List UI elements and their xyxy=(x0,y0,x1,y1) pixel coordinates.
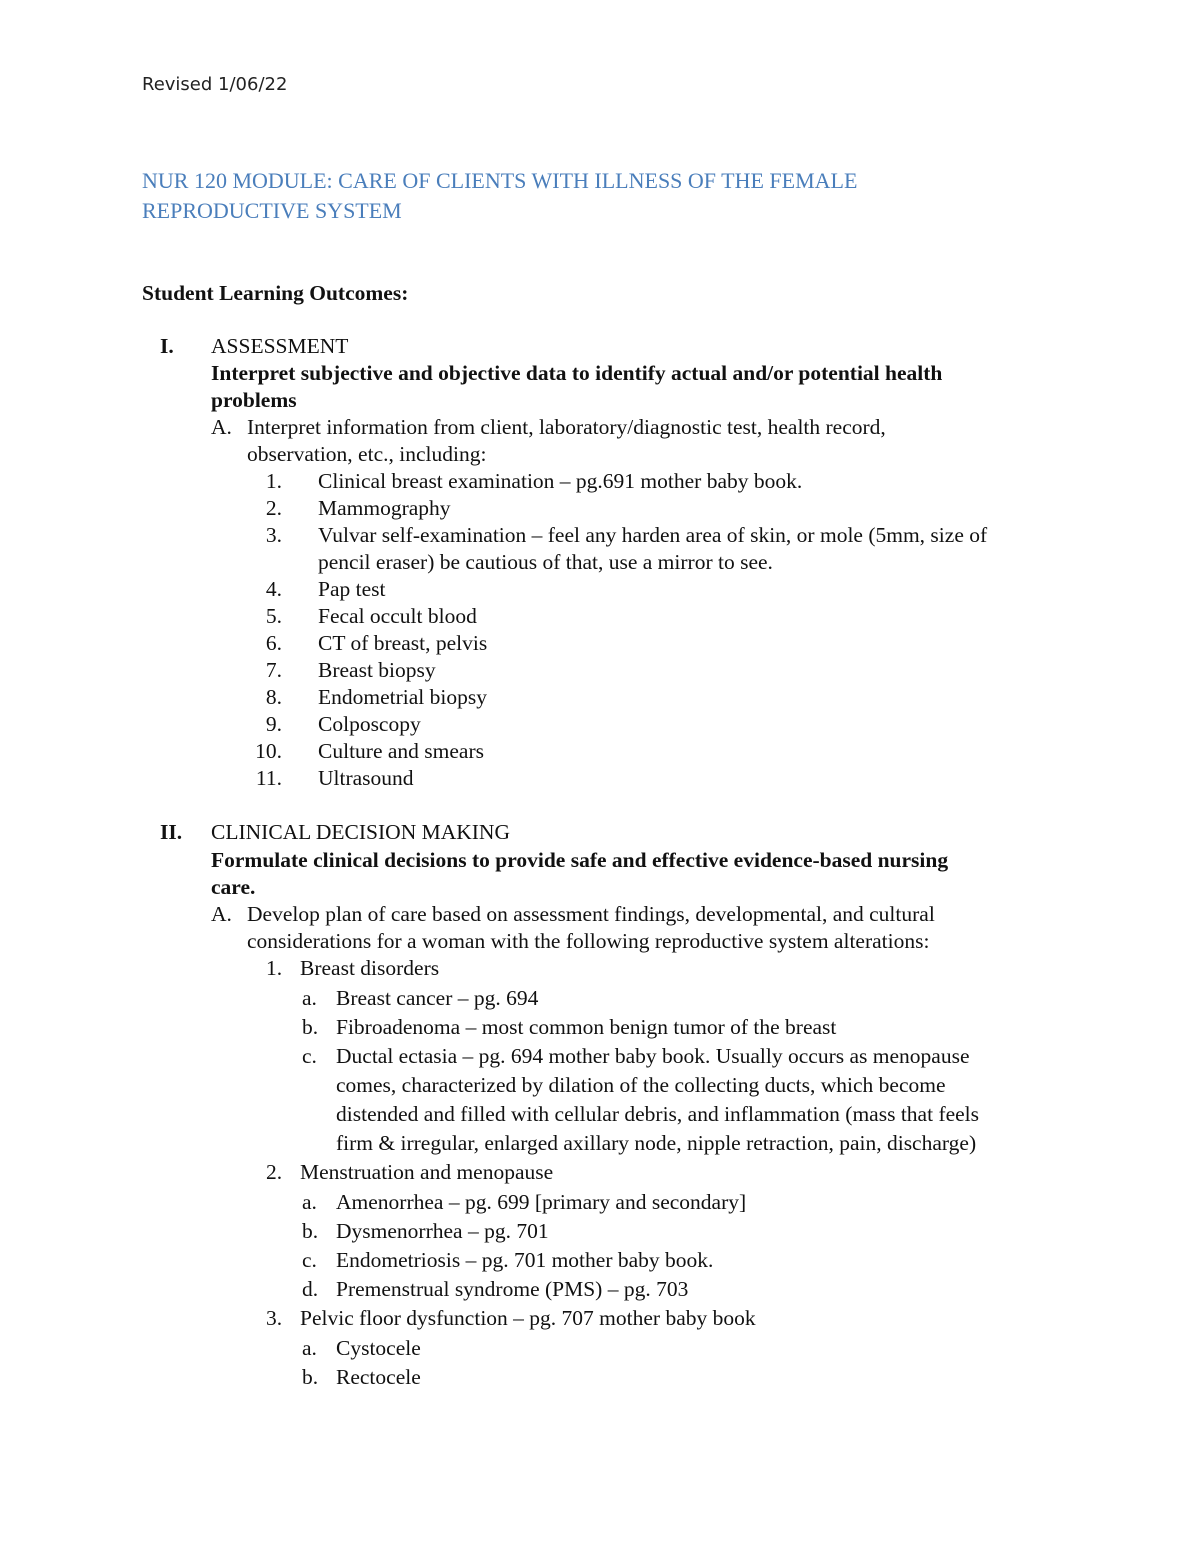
section-2-item-a-text-cont: considerations for a woman with the following reproductive system alterations: xyxy=(247,929,930,953)
sub-item-letter: d. xyxy=(302,1277,319,1301)
list-item-number: 7. xyxy=(265,658,282,682)
section-2-numeral: II. xyxy=(160,820,183,844)
sub-item-cont: firm & irregular, enlarged axillary node, nipple retraction, pain, discharge) xyxy=(336,1131,977,1155)
section-1-heading: ASSESSMENT xyxy=(211,334,349,358)
document-title: NUR 120 MODULE: CARE OF CLIENTS WITH ILLNESS OF THE FEMALE REPRODUCTIVE SYSTEM xyxy=(142,168,858,223)
list-item-number: 1. xyxy=(265,469,282,493)
section-1-item-a-text-cont: observation, etc., including: xyxy=(247,442,487,466)
list-item: Breast biopsy xyxy=(318,658,436,682)
list-item: Pelvic floor dysfunction – pg. 707 mother baby book xyxy=(300,1306,756,1330)
list-item-number: 1. xyxy=(266,956,283,980)
list-item: Fecal occult blood xyxy=(318,604,477,628)
section-1-subheading: Interpret subjective and objective data to identify actual and/or potential health xyxy=(211,361,943,385)
list-item-number: 5. xyxy=(265,604,282,628)
list-item: Ultrasound xyxy=(318,766,414,790)
sub-item-cont: comes, characterized by dilation of the collecting ducts, which become xyxy=(336,1073,946,1097)
list-item-cont: pencil eraser) be cautious of that, use a mirror to see. xyxy=(318,550,773,574)
sub-item-letter: a. xyxy=(302,1336,317,1360)
section-1-item-a-text: Interpret information from client, laboratory/diagnostic test, health record, xyxy=(247,415,886,439)
sub-item: Dysmenorrhea – pg. 701 xyxy=(336,1219,549,1243)
list-item: Pap test xyxy=(318,577,386,601)
sub-item: Rectocele xyxy=(336,1365,421,1389)
section-2-item-a-letter: A. xyxy=(211,902,232,926)
list-item: Culture and smears xyxy=(318,739,484,763)
list-item-number: 4. xyxy=(265,577,282,601)
sub-item-letter: a. xyxy=(302,1190,317,1214)
sub-item: Breast cancer – pg. 694 xyxy=(336,986,539,1010)
list-item: Mammography xyxy=(318,496,451,520)
list-item: Vulvar self-examination – feel any harden area of skin, or mole (5mm, size of xyxy=(318,523,988,547)
sub-item-letter: b. xyxy=(302,1365,319,1389)
list-item: Colposcopy xyxy=(318,712,421,736)
sub-item: Amenorrhea – pg. 699 [primary and secondary] xyxy=(336,1190,747,1214)
list-item: Menstruation and menopause xyxy=(300,1160,554,1184)
outcomes-heading: Student Learning Outcomes: xyxy=(142,281,409,305)
sub-item-letter: b. xyxy=(302,1015,319,1039)
section-2-subheading-cont: care. xyxy=(211,875,256,899)
list-item: CT of breast, pelvis xyxy=(318,631,488,655)
list-item: Clinical breast examination – pg.691 mother baby book. xyxy=(318,469,803,493)
section-2-heading: CLINICAL DECISION MAKING xyxy=(211,820,510,844)
sub-item-letter: a. xyxy=(302,986,317,1010)
sub-item: Cystocele xyxy=(336,1336,421,1360)
list-item-number: 3. xyxy=(266,1306,283,1330)
list-item-number: 9. xyxy=(265,712,282,736)
sub-item: Fibroadenoma – most common benign tumor of the breast xyxy=(336,1015,837,1039)
list-item-number: 2. xyxy=(265,496,282,520)
list-item-number: 8. xyxy=(265,685,282,709)
list-item-number: 6. xyxy=(265,631,282,655)
sub-item-letter: c. xyxy=(302,1248,317,1272)
list-item-number: 10. xyxy=(255,739,282,763)
section-1-numeral: I. xyxy=(160,334,174,358)
revision-date: Revised 1/06/22 xyxy=(142,74,288,95)
section-1-subheading-cont: problems xyxy=(211,388,297,412)
sub-item-letter: c. xyxy=(302,1044,317,1068)
sub-item-letter: b. xyxy=(302,1219,319,1243)
section-1-item-a-letter: A. xyxy=(211,415,232,439)
section-2-subheading: Formulate clinical decisions to provide safe and effective evidence-based nursing xyxy=(211,848,949,872)
sub-item: Premenstrual syndrome (PMS) – pg. 703 xyxy=(336,1277,689,1301)
list-item-number: 2. xyxy=(266,1160,283,1184)
section-2-item-a-text: Develop plan of care based on assessment findings, developmental, and cultural xyxy=(247,902,935,926)
list-item: Breast disorders xyxy=(300,956,440,980)
list-item: Endometrial biopsy xyxy=(318,685,487,709)
sub-item-cont: distended and filled with cellular debris, and inflammation (mass that feels xyxy=(336,1102,980,1126)
list-item-number: 3. xyxy=(265,523,282,547)
list-item-number: 11. xyxy=(255,766,282,790)
sub-item: Endometriosis – pg. 701 mother baby book. xyxy=(336,1248,714,1272)
sub-item: Ductal ectasia – pg. 694 mother baby book. Usually occurs as menopause xyxy=(336,1044,970,1068)
